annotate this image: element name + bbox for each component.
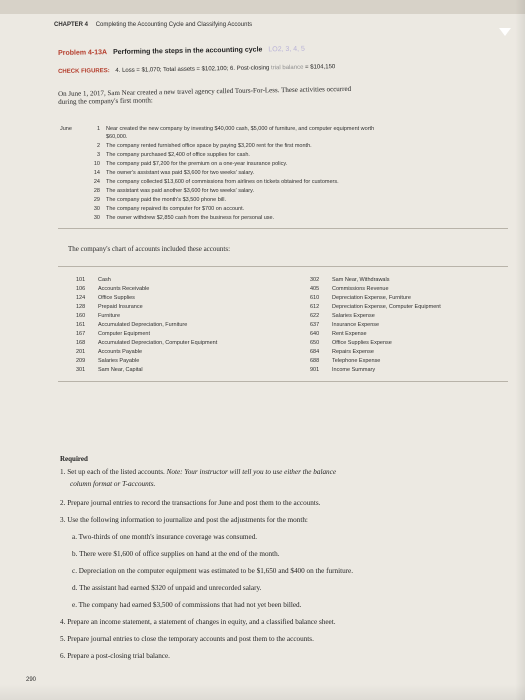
account-row: 684 Repairs Expense (310, 349, 374, 355)
required-item: c. Depreciation on the computer equipment was estimated to be $1,650 and $400 on the furniture. (72, 567, 354, 575)
transaction-row: 10 The company paid $7,200 for the premium on a one-year insurance policy. (93, 161, 288, 167)
problem-heading (58, 46, 305, 57)
required-heading: Required (60, 455, 88, 463)
check-figures-label: CHECK FIGURES: (58, 68, 110, 75)
account-row: 160 Furniture (76, 313, 121, 319)
running-header (54, 22, 252, 28)
problem-title: Performing the steps in the accounting cycle (112, 46, 263, 57)
account-row: 301 Sam Near, Capital (76, 367, 143, 373)
account-row: 650 Office Supplies Expense (310, 340, 392, 346)
page-edge-shadow (515, 0, 525, 700)
coa-right-column (310, 277, 441, 376)
account-row: 201 Accounts Payable (76, 349, 143, 355)
account-row: 101 Cash (76, 277, 111, 283)
problem-intro (58, 82, 498, 106)
transaction-row: 28 The assistant was paid another $3,600 for two weeks' salary. (93, 188, 254, 194)
account-row: 622 Salaries Expense (310, 313, 375, 319)
section-divider (58, 228, 508, 229)
required-item: 2. Prepare journal entries to record the transactions for June and post them to the accounts. (60, 499, 321, 507)
chapter-title: Completing the Accounting Cycle and Classifying Accounts (95, 22, 253, 28)
transaction-row: 29 The company paid the month's $3,500 phone bill. (93, 197, 226, 203)
account-row: 209 Salaries Payable (76, 358, 140, 364)
account-row: 124 Office Supplies (76, 295, 135, 301)
problem-id: Problem 4-13A (58, 49, 108, 57)
bookmark-icon (499, 28, 511, 36)
chapter-label: CHAPTER 4 (54, 22, 89, 28)
required-item: e. The company had earned $3,500 of commissions that had not yet been billed. (72, 601, 302, 609)
account-row: 901 Income Summary (310, 367, 376, 373)
required-item: 1. Set up each of the listed accounts. Note: Your instructor will tell you to use either the balance (60, 468, 337, 476)
account-row: 405 Commissions Revenue (310, 286, 389, 292)
required-item: 5. Prepare journal entries to close the temporary accounts and post them to the accounts. (60, 635, 314, 643)
account-row: 161 Accumulated Depreciation, Furniture (76, 322, 188, 328)
learning-objectives: LO2, 3, 4, 5 (268, 45, 305, 54)
account-row: 612 Depreciation Expense, Computer Equipment (310, 304, 441, 310)
account-row: 128 Prepaid Insurance (76, 304, 143, 310)
account-row: 302 Sam Near, Withdrawals (310, 277, 390, 283)
check-figures-faded: trial balance (270, 64, 304, 72)
transaction-row: 30 The owner withdrew $2,850 cash from the business for personal use. (93, 215, 275, 221)
account-row: 637 Insurance Expense (310, 322, 380, 328)
check-figures-end: = $104,150 (305, 64, 336, 71)
required-item: a. Two-thirds of one month's insurance coverage was consumed. (72, 533, 258, 541)
coa-left-column (76, 277, 217, 376)
transaction-row: 2 The company rented furnished office space by paying $3,200 rent for the first month. (96, 143, 312, 149)
account-row: 168 Accumulated Depreciation, Computer Equipment (76, 340, 218, 346)
account-row: 640 Rent Expense (310, 331, 367, 337)
page-bottom-shadow (0, 684, 525, 700)
required-item: 3. Use the following information to journalize and post the adjustments for the month: (60, 516, 308, 524)
required-item: d. The assistant had earned $320 of unpaid and unrecorded salary. (72, 584, 262, 592)
page-top-shadow (0, 0, 525, 14)
section-divider (58, 381, 508, 382)
intro-line: during the company's first month: (58, 96, 153, 106)
check-figures (58, 64, 335, 75)
transactions-list (60, 126, 515, 221)
transaction-row: $60,000. (106, 134, 128, 140)
page-number: 290 (26, 677, 37, 683)
transaction-row: June 1 Near created the new company by investing $40,000 cash, $5,000 of furniture, and computer equipment worth (60, 126, 375, 132)
transaction-row: 3 The company purchased $2,400 of office supplies for cash. (96, 152, 250, 158)
intro-line: On June 1, 2017, Sam Near created a new travel agency called Tours-For-Less. These activities occurred (58, 84, 352, 98)
section-divider (58, 266, 508, 267)
account-row: 688 Telephone Expense (310, 358, 381, 364)
transaction-row: 14 The owner's assistant was paid $3,600 for two weeks' salary. (93, 170, 255, 176)
required-item: b. There were $1,600 of office supplies on hand at the end of the month. (72, 550, 280, 558)
account-row: 610 Depreciation Expense, Furniture (310, 295, 411, 301)
account-row: 106 Accounts Receivable (76, 286, 150, 292)
required-item: column format or T-accounts. (70, 480, 156, 488)
check-figures-text: 4. Loss = $1,070; Total assets = $102,100; 6. Post-closing (115, 65, 270, 74)
coa-title: The company's chart of accounts included these accounts: (68, 245, 231, 253)
transaction-row: 24 The company collected $13,600 of commissions from airlines on tickets obtained for customers. (93, 179, 339, 185)
required-item: 4. Prepare an income statement, a statement of changes in equity, and a classified balance sheet. (60, 618, 336, 626)
required-item: 6. Prepare a post-closing trial balance. (60, 652, 170, 660)
transaction-row: 30 The company repaired its computer for $700 on account. (93, 206, 245, 212)
account-row: 167 Computer Equipment (76, 331, 150, 337)
